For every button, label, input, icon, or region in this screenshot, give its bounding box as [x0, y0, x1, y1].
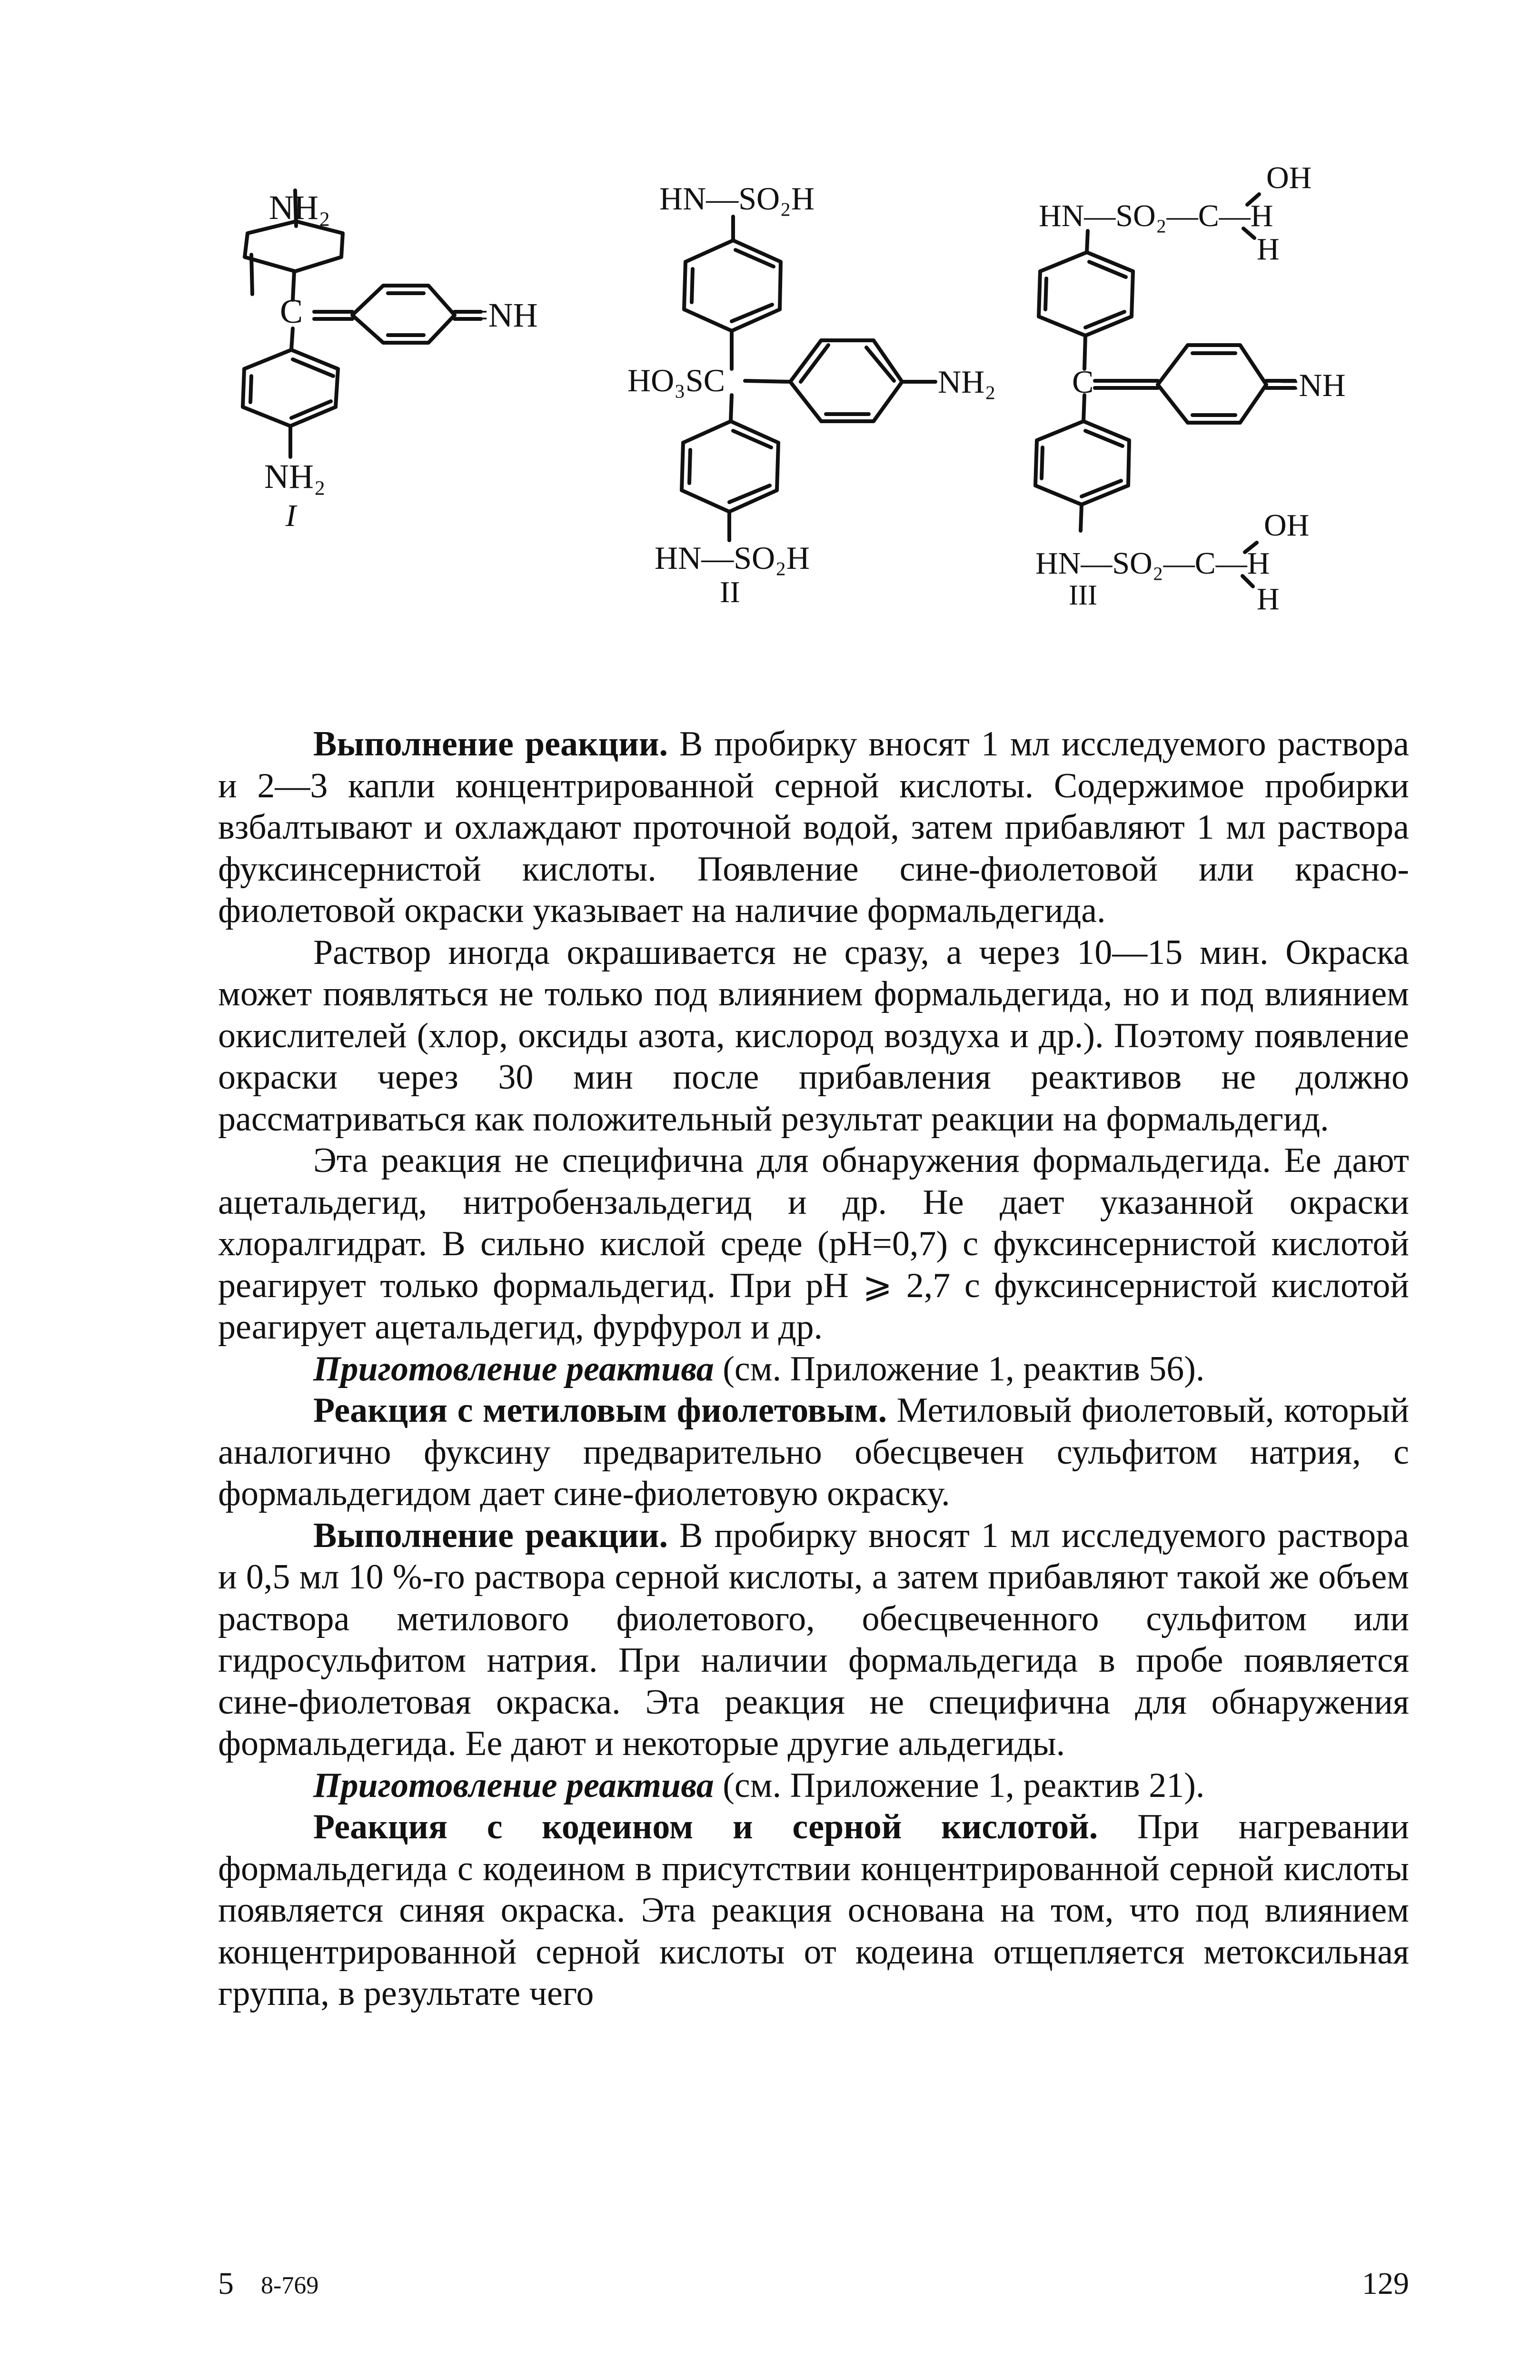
paragraph-text: Раствор иногда окрашивается не сразу, а через 10—15 мин. Окраска может появляться не только под влиянием формальдегида, но и под влиянием окислителей (хлор, оксиды азота, кислород воздуха и др.). Поэтому появление окраски через 30 мин после прибавления реактивов не должно рассматриваться как положительный результат реакции на формальдегид.: [218, 932, 1409, 1139]
structure-i-central-atom: C: [280, 292, 303, 330]
structure-i-label: I: [286, 498, 296, 533]
paragraph: [218, 1390, 1409, 1515]
structure-iii-right-group: =NH: [1281, 367, 1346, 403]
paragraph: [218, 932, 1409, 1140]
paragraph: [218, 1515, 1409, 1765]
structure-iii-top-h: H: [1257, 232, 1280, 267]
page-footer: [218, 2266, 1409, 2313]
paragraph-text: В пробирку вносят 1 мл исследуемого раствора и 0,5 мл 10 %-го раствора серной кислоты, а затем прибавляют такой же объем раствора метилового фиолетового, обесцвеченного сульфитом или гидросульфитом натрия. При наличии формальдегида в пробе появляется сине-фиолетовая окраска. Эта реакция не специфична для обнаружения формальдегида. Ее дают и некоторые другие альдегиды.: [218, 1516, 1409, 1763]
paragraph: [218, 724, 1409, 932]
structure-iii-bottom-oh: OH: [1264, 508, 1310, 543]
structure-i-right-group: =NH: [469, 296, 538, 334]
signature-code: 8-769: [261, 2272, 319, 2299]
structure-iii-top-oh: OH: [1266, 160, 1312, 195]
structure-iii-bottom-h: H: [1257, 582, 1280, 616]
structure-ii-top-group: HN—SO₂H: [659, 180, 815, 217]
structure-i-top-group: NH₂: [269, 188, 331, 227]
paragraph: [218, 1806, 1409, 2015]
structure-i: [243, 188, 538, 533]
paragraph-text: (см. Приложение 1, реактив 56).: [714, 1349, 1205, 1388]
structure-ii-central-atom: HO₃SC: [627, 362, 725, 398]
chemical-structures-figure: [0, 0, 1540, 704]
structure-iii-bottom-group: HN—SO₂—C—H: [1035, 546, 1270, 581]
paragraph-text: Эта реакция не специфична для обнаружения формальдегида. Ее дают ацетальдегид, нитробензальдегид и др. Не дает указанной окраски хлоралгидрат. В сильно кислой среде (pH=0,7) с фуксинсернистой кислотой реагирует только формальдегид. При pH ⩾ 2,7 с фуксинсернистой кислотой реагирует ацетальдегид, фурфурол и др.: [218, 1141, 1409, 1347]
paragraph: [218, 1765, 1409, 1807]
structure-iii: [1035, 160, 1346, 616]
structure-iii-central-atom: C: [1072, 364, 1094, 400]
run-in-heading: Реакция с кодеином и серной кислотой.: [313, 1807, 1098, 1846]
structure-ii-label: II: [720, 575, 740, 609]
paragraph: [218, 1140, 1409, 1349]
structure-iii-top-group: HN—SO₂—C—H: [1039, 198, 1273, 233]
structure-ii-right-group: NH₂: [938, 364, 996, 400]
paragraph-text: При нагревании формальдегида с кодеином в присутствии концентрированной серной кислоты появляется синяя окраска. Эта реакция основана на том, что под влиянием концентрированной серной кислоты от кодеина отщепляется метоксильная группа, в результате чего: [218, 1807, 1409, 2013]
structure-ii: [627, 180, 996, 609]
run-in-heading: Выполнение реакции.: [313, 1516, 668, 1555]
structure-ii-bottom-group: HN—SO₂H: [655, 540, 810, 576]
signature-number: 5: [218, 2266, 234, 2301]
paragraph-text: (см. Приложение 1, реактив 21).: [714, 1765, 1205, 1805]
body-text: [218, 724, 1409, 2015]
run-in-heading: Реакция с метиловым фиолетовым.: [313, 1391, 887, 1430]
paragraph-text: В пробирку вносят 1 мл исследуемого раствора и 2—3 капли концентрированной серной кислоты. Содержимое пробирки взбалтывают и охлаждают проточной водой, затем прибавляют 1 мл раствора фуксинсернистой кислоты. Появление сине-фиолетовой или красно-фиолетовой окраски указывает на наличие формальдегида.: [218, 724, 1409, 930]
run-in-heading: Выполнение реакции.: [313, 724, 668, 764]
structure-iii-label: III: [1069, 579, 1097, 611]
structure-i-bottom-group: NH₂: [264, 457, 326, 496]
paragraph: [218, 1349, 1409, 1390]
page-number: 129: [1362, 2266, 1409, 2301]
paragraph-text: Метиловый фиолетовый, который аналогично фуксину предварительно обесцвечен сульфитом натрия, с формальдегидом дает сине-фиолетовую окраску.: [218, 1391, 1409, 1513]
run-in-heading: Приготовление реактива: [313, 1765, 714, 1805]
run-in-heading: Приготовление реактива: [313, 1349, 714, 1388]
